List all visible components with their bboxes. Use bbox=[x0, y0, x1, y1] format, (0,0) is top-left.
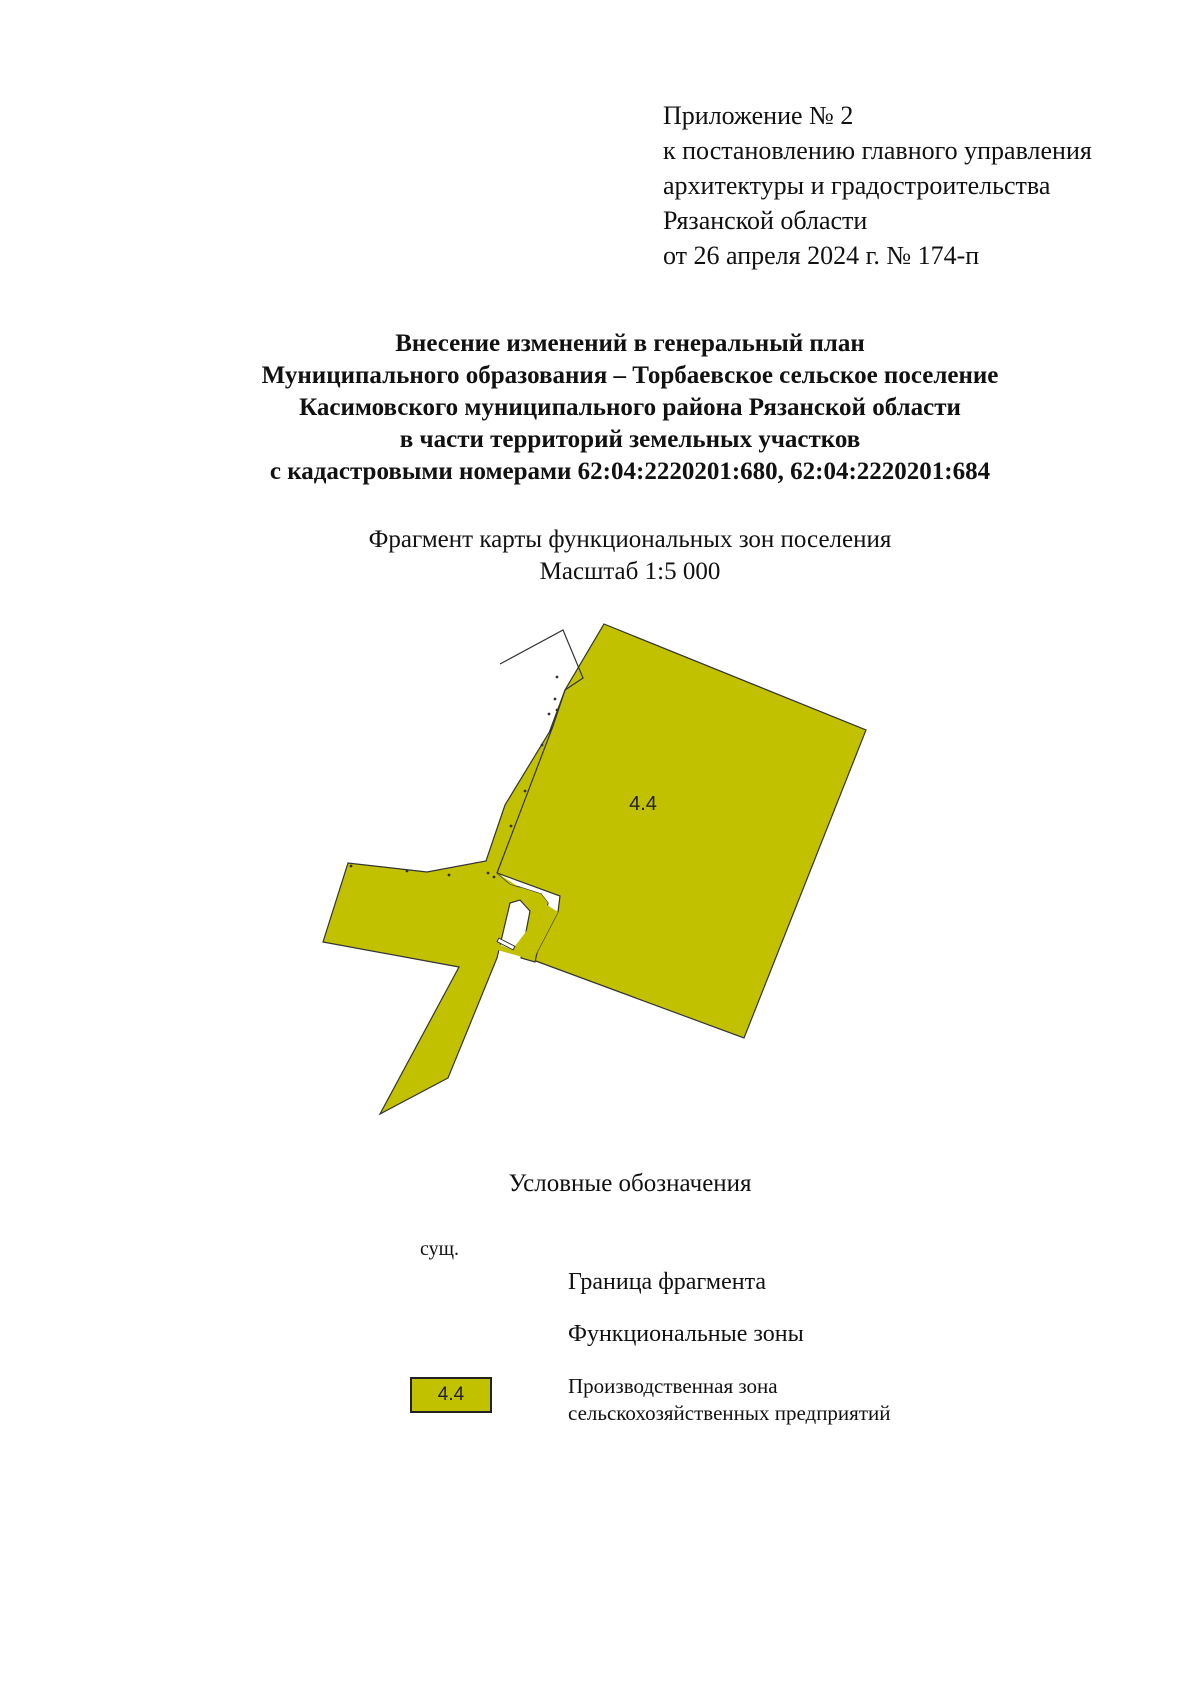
legend-fragment-border: Граница фрагмента bbox=[568, 1269, 767, 1295]
appendix-line-1: к постановлению главного управления bbox=[663, 136, 1092, 165]
point-marker bbox=[554, 698, 557, 701]
title-line-3: Касимовского муниципального района Рязанской области bbox=[299, 394, 961, 421]
appendix-line-2: архитектуры и градостроительства bbox=[663, 171, 1051, 200]
zone-label: 4.4 bbox=[629, 793, 657, 815]
title-line-5: с кадастровыми номерами 62:04:2220201:680, 62:04:2220201:684 bbox=[269, 458, 991, 485]
map-heading: Фрагмент карты функциональных зон поселения bbox=[368, 526, 892, 553]
legend-existing-label: сущ. bbox=[420, 1238, 460, 1260]
title-line-4: в части территорий земельных участков bbox=[399, 426, 861, 453]
point-marker bbox=[448, 874, 451, 877]
point-marker bbox=[510, 825, 513, 828]
appendix-line-3: Рязанской области bbox=[663, 206, 868, 235]
legend-zone-description bbox=[568, 1373, 891, 1427]
point-marker bbox=[406, 870, 409, 873]
point-marker bbox=[493, 876, 496, 879]
legend-zone-swatch: 4.4 bbox=[410, 1377, 492, 1413]
point-marker bbox=[541, 744, 544, 747]
point-marker bbox=[524, 790, 527, 793]
legend-zone-desc-line-2: сельскохозяйственных предприятий bbox=[568, 1401, 891, 1425]
point-marker bbox=[487, 872, 490, 875]
point-marker bbox=[556, 709, 559, 712]
point-marker bbox=[556, 676, 559, 679]
map-scale: Масштаб 1:5 000 bbox=[539, 558, 721, 585]
zone-4-4-right-polygon bbox=[497, 624, 866, 1038]
point-marker bbox=[350, 865, 353, 868]
legend-functional-zones: Функциональные зоны bbox=[568, 1321, 804, 1347]
legend-zone-desc-line-1: Производственная зона bbox=[568, 1374, 778, 1398]
title-line-1: Внесение изменений в генеральный план bbox=[395, 330, 865, 357]
point-marker bbox=[548, 713, 551, 716]
title-line-2: Муниципального образования – Торбаевское сельское поселение bbox=[261, 362, 999, 389]
legend-title: Условные обозначения bbox=[508, 1170, 752, 1197]
appendix-number: Приложение № 2 bbox=[663, 101, 854, 130]
appendix-date: от 26 апреля 2024 г. № 174-п bbox=[663, 241, 980, 270]
